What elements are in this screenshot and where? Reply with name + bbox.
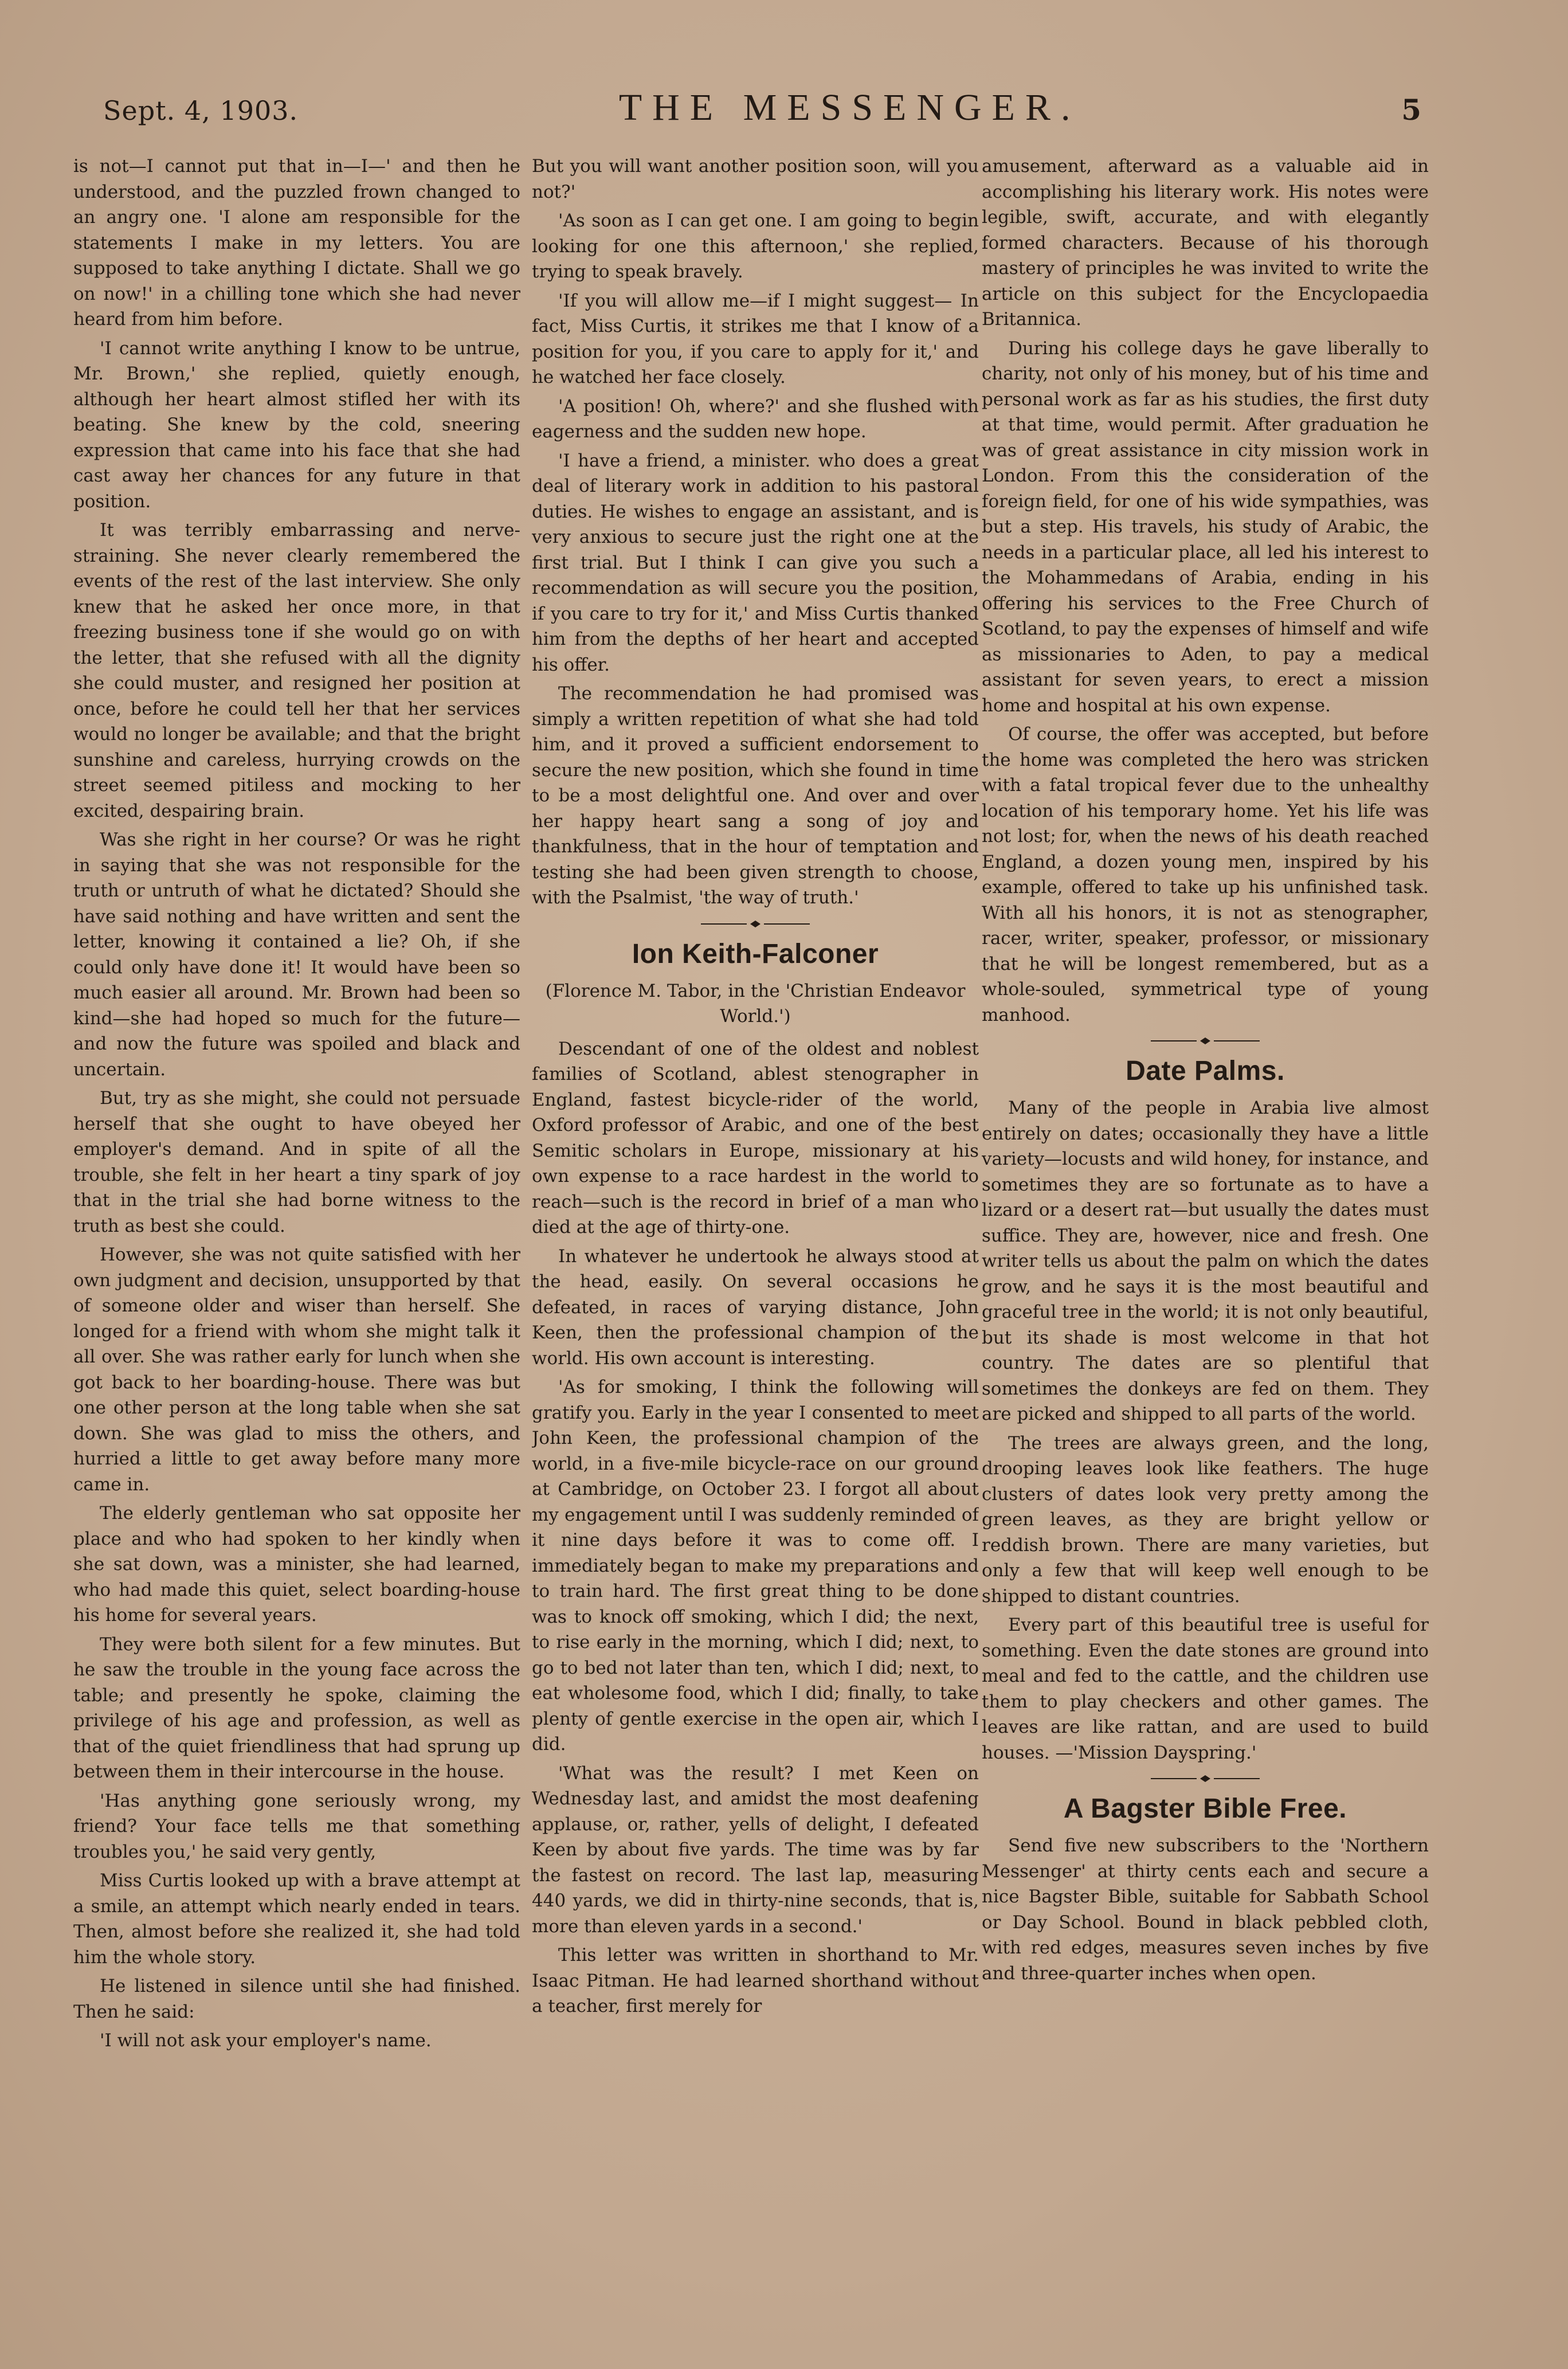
paragraph: 'A position! Oh, where?' and she flushed with eagerness and the sudden new hope.: [532, 396, 979, 442]
paragraph: During his college days he gave liberally to charity, not only of his money, but of his time and personal work as far as his studies, the first duty at that time, would permit. After graduation he was of great assistance in city mission work in London. From this the consideration of the foreign field, for one of his wide sympathies, was but a step. His travels, his study of Arabic, the needs in a particular place, all led his interest to the Mohammedans of Arabia, ending in his offering his services to the Free Church of Scotland, to pay the expenses of himself and wife as missionaries to Aden, to pay a medical assistant for seven years, to erect a mission home and hospital at his own expense.: [982, 338, 1429, 716]
paragraph: 'I cannot write anything I know to be untrue, Mr. Brown,' she replied, quietly enough, although her heart almost stifled her with its beating. She knew by the cold, sneering expression that came into his face that she had cast away her chances for any future in that position.: [73, 338, 520, 512]
paragraph: is not—I cannot put that in—I—' and then he understood, and the puzzled frown changed to an angry one. 'I alone am responsible for the statements I make in my letters. You are supposed to take anything I dictate. Shall we go on now!' in a chilling tone which she had never heard from him before.: [73, 156, 520, 330]
article-title-bagster-bible: A Bagster Bible Free.: [1063, 1794, 1347, 1824]
column-3: [982, 154, 1429, 2317]
section-divider-ornament: [532, 920, 979, 928]
paragraph: Descendant of one of the oldest and noblest families of Scotland, ablest stenographer in England, fastest bicycle-rider of the world, Oxford professor of Arabic, and one of the best Semitic scholars in Europe, missionary at his own expense to a race hardest in the world to reach—such is the record in brief of a man who died at the age of thirty-one.: [532, 1038, 979, 1238]
paragraph: This letter was written in shorthand to Mr. Isaac Pitman. He had learned shorthand without a teacher, first merely for: [532, 1945, 979, 2016]
issue-date: Sept. 4, 1903.: [103, 95, 299, 126]
paragraph: 'What was the result? I met Keen on Wednesday last, and amidst the most deafening applause, or, rather, yells of delight, I defeated Keen by about five yards. The time was by far the fastest on record. The last lap, measuring 440 yards, we did in thirty-nine seconds, that is, more than eleven yards in a second.': [532, 1763, 979, 1937]
paragraph: But you will want another position soon, will you not?': [532, 156, 979, 202]
paragraph: But, try as she might, she could not persuade herself that she ought to have obeyed her employer's demand. And in spite of all the trouble, she felt in her heart a tiny spark of joy that in the trial she had borne witness to the truth as best she could.: [73, 1088, 520, 1236]
paragraph: In whatever he undertook he always stood at the head, easily. On several occasions he defeated, in races of varying distance, John Keen, then the professional champion of the world. His own account is interesting.: [532, 1246, 979, 1369]
paragraph: Of course, the offer was accepted, but before the home was completed the hero was stricken with a fatal tropical fever due to the unhealthy location of his temporary home. Yet his life was not lost; for, when the news of his death reached England, a dozen young men, inspired by his example, offered to take up his unfinished task. With all his honors, it is not as stenographer, racer, writer, speaker, professor, or missionary that he will be longest remembered, but as a whole-souled, symmetrical type of young manhood.: [982, 724, 1429, 1025]
paragraph: The trees are always green, and the long, drooping leaves look like feathers. The huge clusters of dates look very pretty among the green leaves, as they are bright yellow or reddish brown. There are many varieties, but only a few that will keep well enough to be shipped to distant countries.: [982, 1432, 1429, 1607]
paragraph: The elderly gentleman who sat opposite her place and who had spoken to her kindly when she sat down, was a minister, she had learned, who had made this quiet, select boarding-house his home for several years.: [73, 1503, 520, 1626]
column-1: [73, 154, 520, 2317]
page-number: 5: [1401, 93, 1421, 127]
paragraph: amusement, afterward as a valuable aid in accomplishing his literary work. His notes were legible, swift, accurate, and with elegantly formed characters. Because of his thorough mastery of principles he was invited to write the article on this subject for the Encyclopaedia Britannica.: [982, 156, 1429, 330]
paragraph: The recommendation he had promised was simply a written repetition of what she had told him, and it proved a sufficient endorsement to secure the new position, which she found in time to be a most delightful one. And over and over her happy heart sang a song of joy and thankfulness, that in the hour of temptation and testing she had been given strength to choose, with the Psalmist, 'the way of truth.': [532, 683, 979, 908]
paragraph: 'Has anything gone seriously wrong, my friend? Your face tells me that something troubles you,' he said very gently,: [73, 1790, 520, 1862]
article-byline: (Florence M. Tabor, in the 'Christian Endeavor World.'): [545, 980, 966, 1027]
paragraph: 'I have a friend, a minister. who does a great deal of literary work in addition to his pastoral duties. He wishes to engage an assistant, and is very anxious to secure just the right one at the first trial. But I think I can give you such a recommendation as will secure you the position, if you care to try for it,' and Miss Curtis thanked him from the depths of her heart and accepted his offer.: [532, 450, 979, 675]
paragraph: Many of the people in Arabia live almost entirely on dates; occasionally they have a little variety—locusts and wild honey, for instance, and sometimes they are so fortunate as to have a lizard or a desert rat—but usually the dates must suffice. They are, however, nice and fresh. One writer tells us about the palm on which the dates grow, and he says it is the most beautiful and graceful tree in the world; it is not only beautiful, but its shade is most welcome in that hot country. The dates are so plentiful that sometimes the donkeys are fed on them. They are picked and shipped to all parts of the world.: [982, 1098, 1429, 1424]
masthead-title: THE MESSENGER.: [618, 87, 1081, 128]
paragraph: It was terribly embarrassing and nerve-straining. She never clearly remembered the events of the rest of the last interview. She only knew that he asked her once more, in that freezing business tone if she would go on with the letter, that she refused with all the dignity she could muster, and resigned her position at once, before he could tell her that her services would no longer be available; and that the bright sunshine and careless, hurrying crowds on the street seemed pitiless and mocking to her excited, despairing brain.: [73, 520, 520, 821]
paragraph: Miss Curtis looked up with a brave attempt at a smile, an attempt which nearly ended in tears. Then, almost before she realized it, she had told him the whole story.: [73, 1870, 520, 1968]
paragraph: However, she was not quite satisfied with her own judgment and decision, unsupported by that of someone older and wiser than herself. She longed for a friend with whom she might talk it all over. She was rather early for lunch when she got back to her boarding-house. There was but one other person at the long table when she sat down. She was glad to miss the others, and hurried a little to get away before many more came in.: [73, 1244, 520, 1495]
paragraph: Send five new subscribers to the 'Northern Messenger' at thirty cents each and secure a nice Bagster Bible, suitable for Sabbath School or Day School. Bound in black pebbled cloth, with red edges, measures seven inches by five and three-quarter inches when open.: [982, 1835, 1429, 1984]
article-title-ion-keith-falconer: Ion Keith-Falconer: [632, 938, 879, 969]
paragraph: He listened in silence until she had finished. Then he said:: [73, 1976, 520, 2022]
article-title-date-palms: Date Palms.: [1126, 1056, 1285, 1086]
section-divider-ornament: [982, 1775, 1429, 1783]
paragraph: 'If you will allow me—if I might suggest— In fact, Miss Curtis, it strikes me that I know of a position for you, if you care to apply for it,' and he watched her face closely.: [532, 290, 979, 387]
paragraph: They were both silent for a few minutes. But he saw the trouble in the young face across the table; and presently he spoke, claiming the privilege of his age and profession, as well as that of the quiet friendliness that had sprung up between them in their intercourse in the house.: [73, 1634, 520, 1782]
paragraph: Every part of this beautiful tree is useful for something. Even the date stones are ground into meal and fed to the cattle, and the children use them to play checkers and other games. The leaves are like rattan, and are used to build houses. —'Mission Dayspring.': [982, 1615, 1429, 1763]
paragraph: 'As for smoking, I think the following will gratify you. Early in the year I consented to meet John Keen, the professional champion of the world, in a five-mile bicycle-race on our ground at Cambridge, on October 23. I forgot all about my engagement until I was suddenly reminded of it nine days before it was to come off. I immediately began to make my preparations and to train hard. The first great thing to be done was to knock off smoking, which I did; the next, to rise early in the morning, which I did; next, to go to bed not later than ten, which I did; next, to eat wholesome food, which I did; finally, to take plenty of gentle exercise in the open air, which I did.: [532, 1377, 979, 1755]
paragraph: 'I will not ask your employer's name.: [100, 2030, 432, 2051]
section-divider-ornament: [982, 1037, 1429, 1045]
column-2: [532, 154, 979, 2317]
page-header: [103, 86, 1421, 138]
paragraph: Was she right in her course? Or was he right in saying that she was not responsible for the truth or untruth of what he dictated? Should she have said nothing and have written and sent the letter, knowing it contained a lie? Oh, if she could only have done it! It would have been so much easier all around. Mr. Brown had been so kind—she had hoped so much for the future—and now the future was spoiled and black and uncertain.: [73, 829, 520, 1080]
paragraph: 'As soon as I can get one. I am going to begin looking for one this afternoon,' she replied, trying to speak bravely.: [532, 210, 979, 282]
